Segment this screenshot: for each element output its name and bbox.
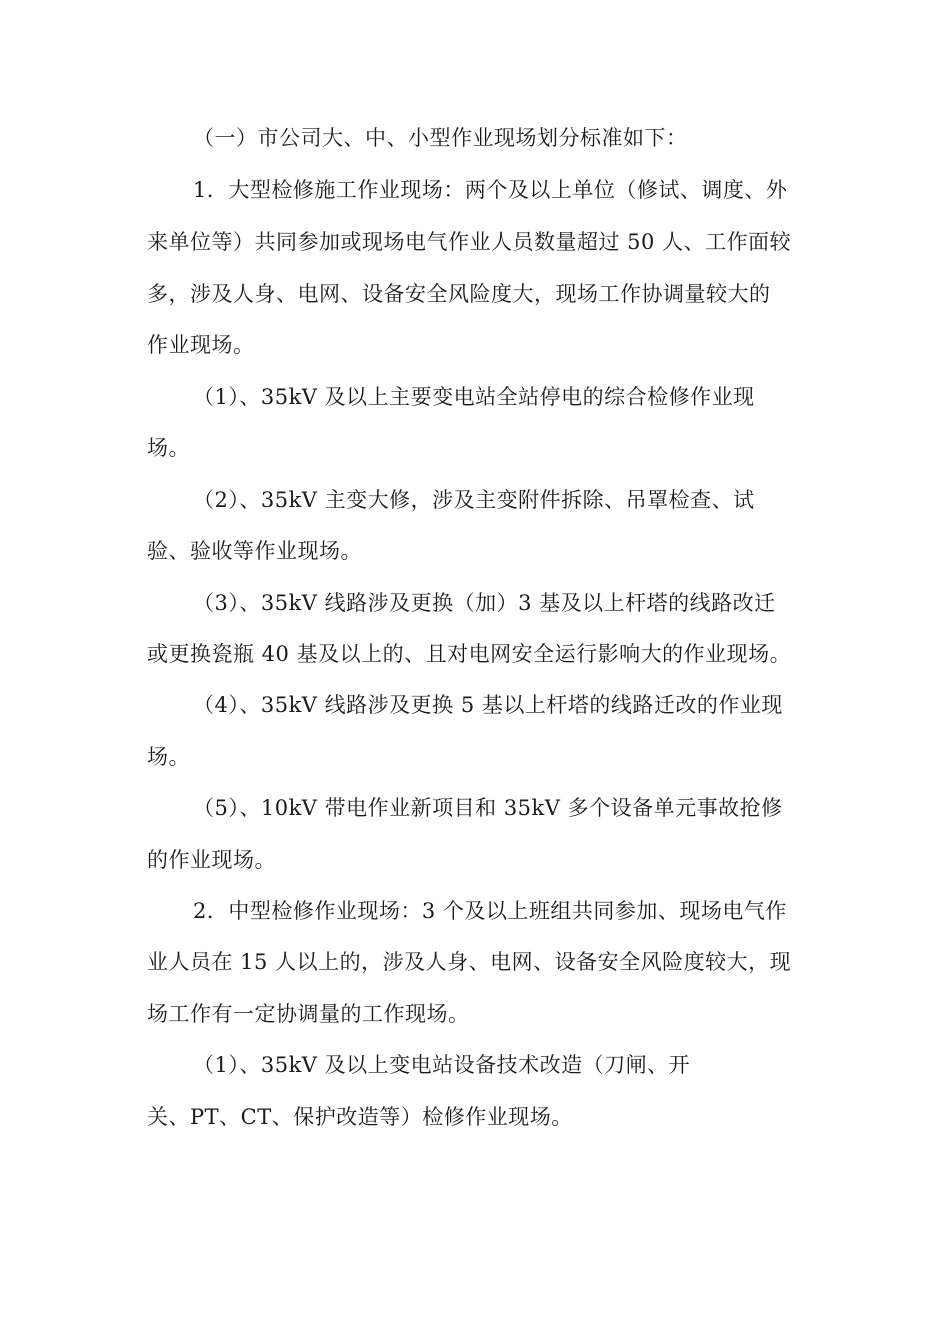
paragraph-line: 业人员在 15 人以上的，涉及人身、电网、设备安全风险度较大，现 <box>147 950 792 974</box>
paragraph-line: （1）、35kV 及以上变电站设备技术改造（刀闸、开 <box>193 1053 691 1077</box>
paragraph-line: 1．大型检修施工作业现场：两个及以上单位（修试、调度、外 <box>193 178 788 202</box>
paragraph-line: （2）、35kV 主变大修，涉及主变附件拆除、吊罩检查、试 <box>193 488 755 512</box>
paragraph-line: 验、验收等作业现场。 <box>147 539 362 563</box>
paragraph-line: 场。 <box>147 436 190 460</box>
paragraph-line: 关、PT、CT、保护改造等）检修作业现场。 <box>147 1105 573 1129</box>
paragraph-line: 多，涉及人身、电网、设备安全风险度大，现场工作协调量较大的 <box>147 282 771 306</box>
paragraph-line: 或更换瓷瓶 40 基及以上的、且对电网安全运行影响大的作业现场。 <box>147 642 792 666</box>
paragraph-line: 场。 <box>147 745 190 769</box>
paragraph-line: （4）、35kV 线路涉及更换 5 基以上杆塔的线路迁改的作业现 <box>193 693 783 717</box>
paragraph-line: （3）、35kV 线路涉及更换（加）3 基及以上杆塔的线路改迁 <box>193 591 776 615</box>
paragraph-line: （5）、10kV 带电作业新项目和 35kV 多个设备单元事故抢修 <box>193 796 783 820</box>
paragraph-line: 来单位等）共同参加或现场电气作业人员数量超过 50 人、工作面较 <box>147 230 792 254</box>
section-heading: （一）市公司大、中、小型作业现场划分标准如下： <box>193 126 688 150</box>
paragraph-line: （1）、35kV 及以上主要变电站全站停电的综合检修作业现 <box>193 385 755 409</box>
paragraph-line: 场工作有一定协调量的工作现场。 <box>147 1002 470 1026</box>
paragraph-line: 2．中型检修作业现场：3 个及以上班组共同参加、现场电气作 <box>193 899 787 923</box>
paragraph-line: 的作业现场。 <box>147 848 276 872</box>
paragraph-line: 作业现场。 <box>147 333 255 357</box>
